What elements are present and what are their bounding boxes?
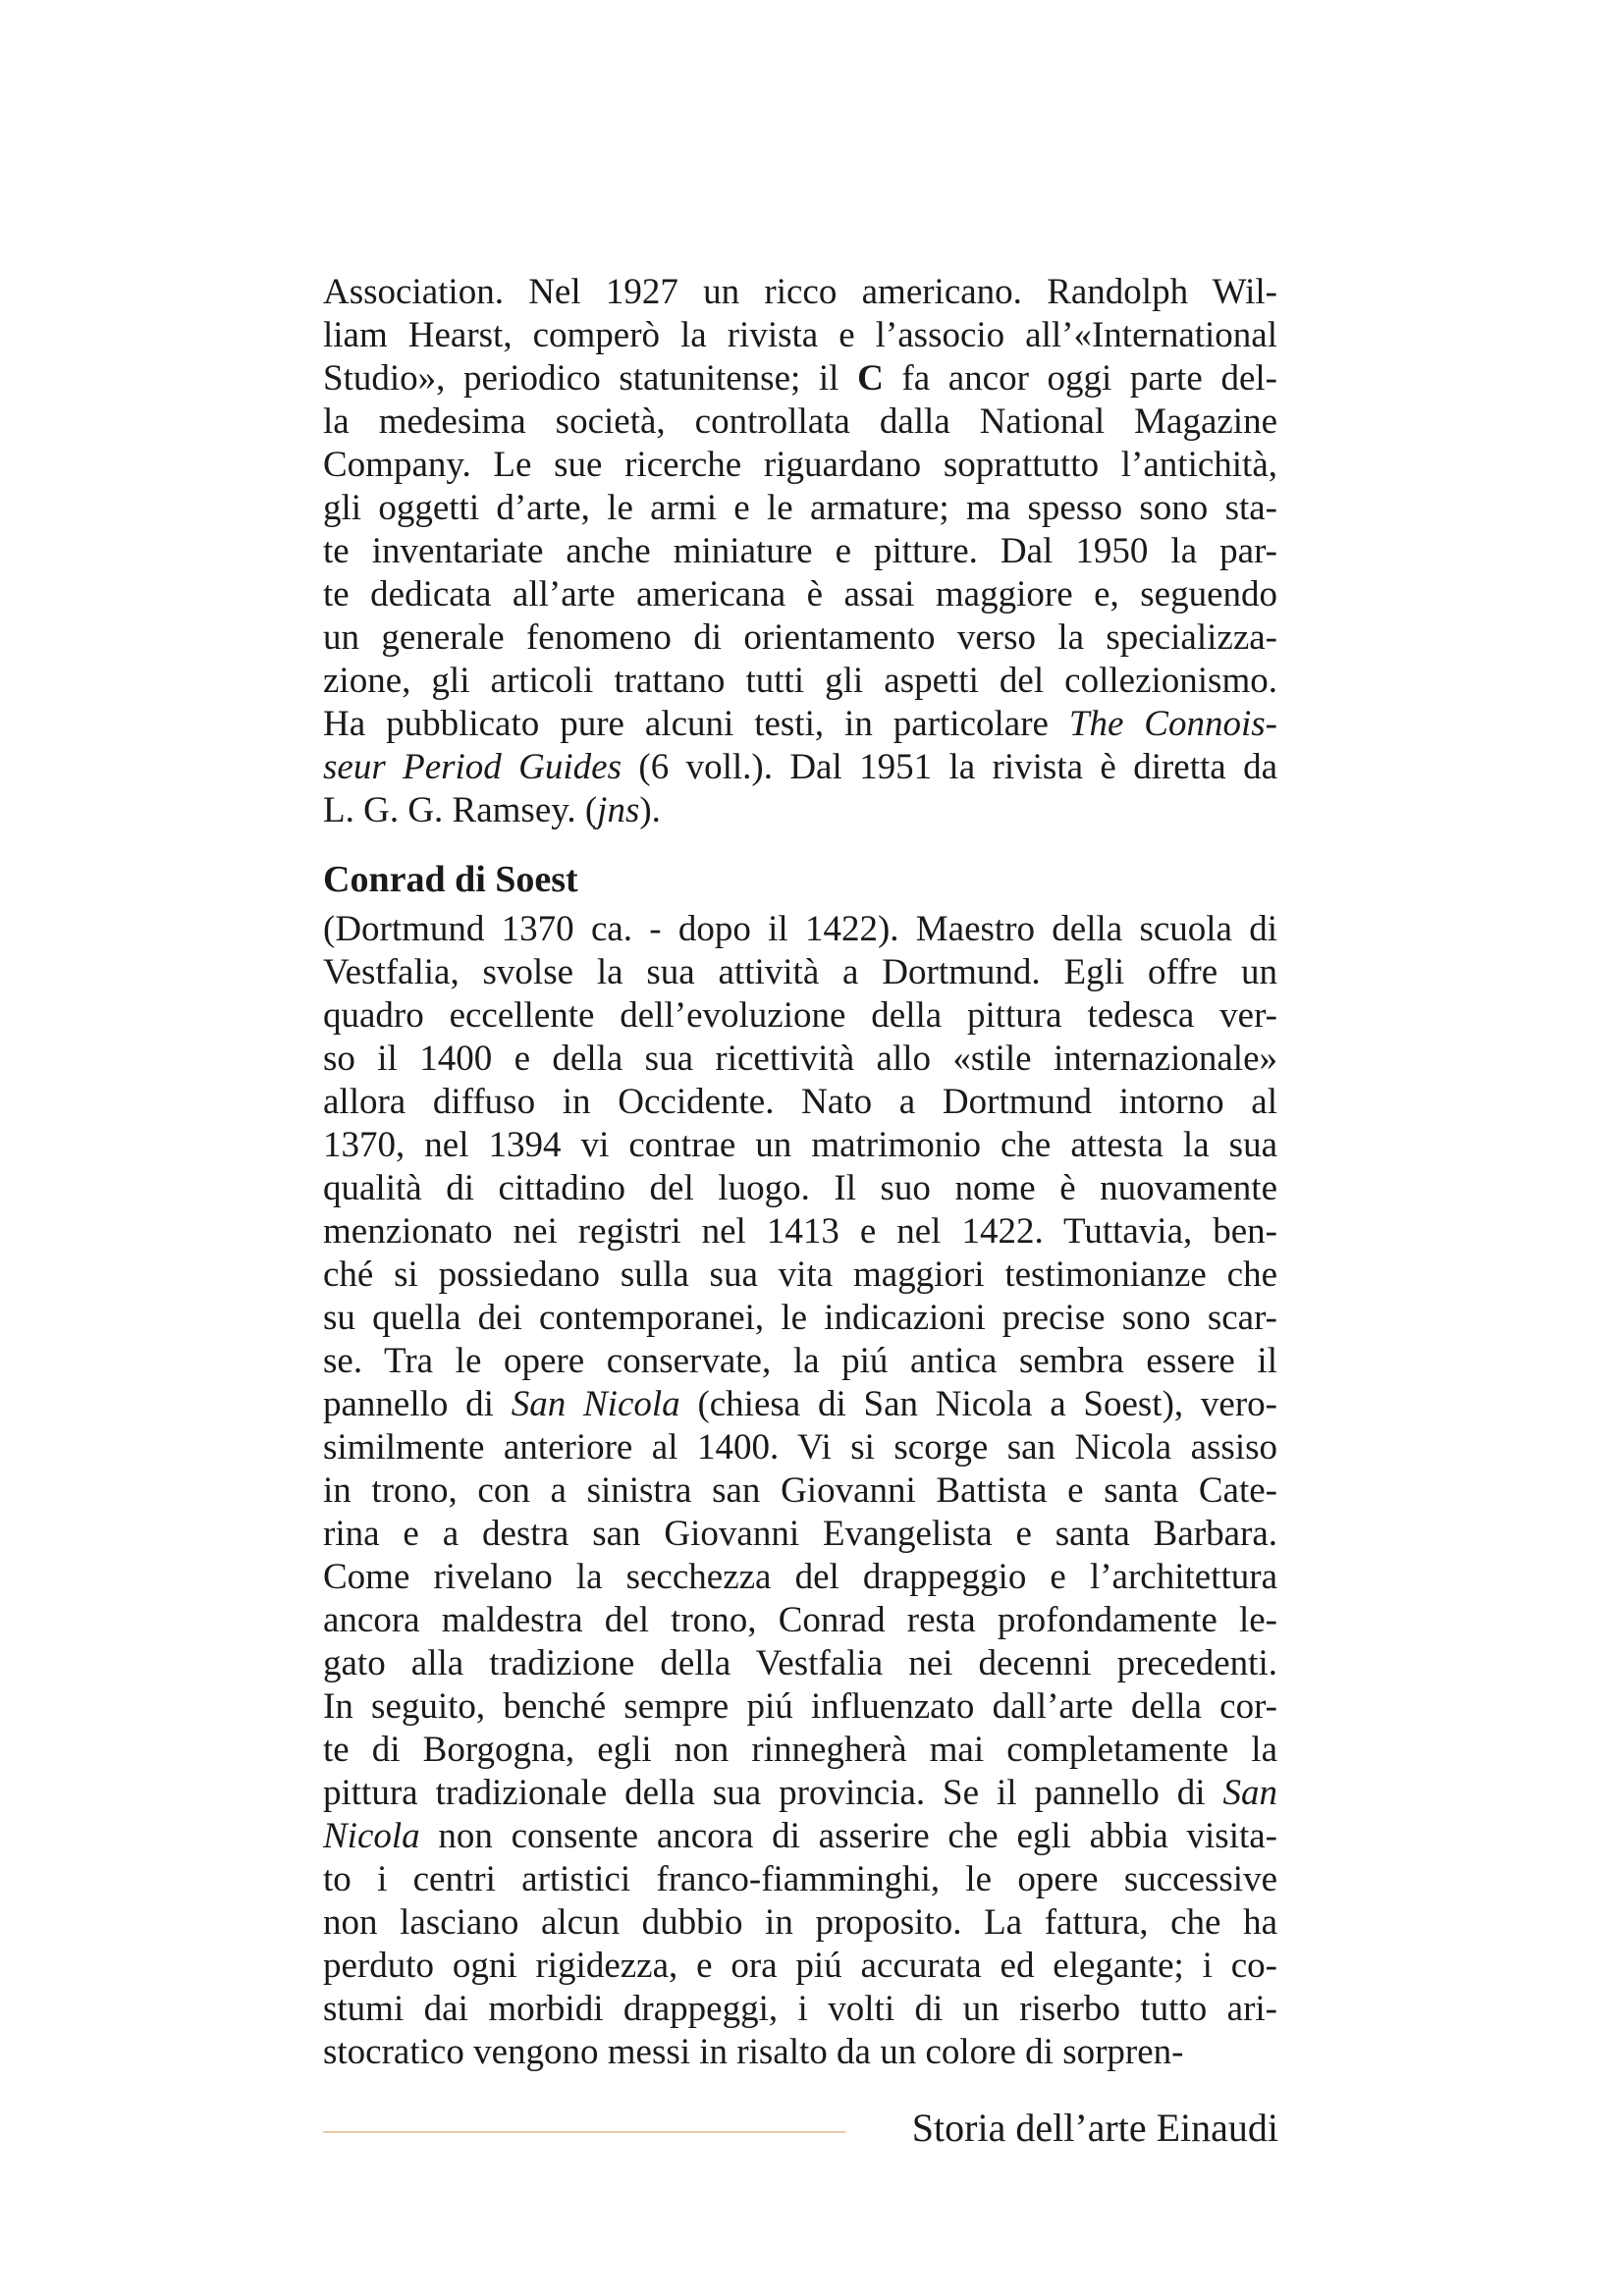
text-run: gato alla tradizione della Vestfalia nei decenni precedenti. — [323, 1643, 1277, 1683]
text-run: Studio», periodico statunitense; il — [323, 358, 858, 399]
text-line — [323, 314, 1277, 357]
text-run: perduto ogni rigidezza, e ora piú accurata ed elegante; i co- — [323, 1946, 1277, 1986]
text-line — [323, 444, 1277, 487]
text-run: (Dortmund 1370 ca. - dopo il 1422). Maestro della scuola di — [323, 909, 1277, 949]
text-line — [323, 1599, 1277, 1642]
text-run: te inventariate anche miniature e pitture. Dal 1950 la par- — [323, 531, 1277, 571]
text-line — [323, 1297, 1277, 1340]
italic-text: seur Period Guides — [323, 747, 622, 787]
text-run: (chiesa di San Nicola a Soest), vero- — [679, 1384, 1277, 1424]
text-run: so il 1400 e della sua ricettività allo «stile internazionale» — [323, 1039, 1277, 1079]
text-line — [323, 660, 1277, 703]
text-run: quadro eccellente dell’evoluzione della pittura tedesca ver- — [323, 995, 1277, 1036]
text-line — [323, 400, 1277, 444]
text-line — [323, 1210, 1277, 1254]
text-run: stumi dai morbidi drappeggi, i volti di un riserbo tutto ari- — [323, 1989, 1277, 2029]
text-line — [323, 746, 1277, 789]
text-run: ché si possiedano sulla sua vita maggiori testimonianze che — [323, 1255, 1277, 1295]
footer-rule — [323, 2131, 845, 2133]
text-line — [323, 357, 1277, 400]
text-line — [323, 1383, 1277, 1426]
text-line — [323, 2031, 1277, 2074]
text-line — [323, 1815, 1277, 1858]
text-line — [323, 1340, 1277, 1383]
footer-title: Storia dell’arte Einaudi — [911, 2106, 1278, 2150]
text-line — [323, 789, 1277, 832]
text-run: Come rivelano la secchezza del drappeggio e l’architettura — [323, 1557, 1277, 1597]
bold-text: C — [857, 358, 884, 399]
text-line — [323, 1513, 1277, 1556]
text-run: Vestfalia, svolse la sua attività a Dortmund. Egli offre un — [323, 952, 1277, 992]
text-run: in trono, con a sinistra san Giovanni Battista e santa Cate- — [323, 1470, 1277, 1511]
italic-text: San — [1222, 1773, 1277, 1813]
text-run: pannello di — [323, 1384, 512, 1424]
text-line — [323, 908, 1277, 951]
text-run: ). — [639, 790, 661, 830]
text-run: Company. Le sue ricerche riguardano soprattutto l’antichità, — [323, 445, 1277, 485]
text-run: liam Hearst, comperò la rivista e l’associo all’«International — [323, 315, 1277, 355]
text-line — [323, 703, 1277, 746]
text-line — [323, 1038, 1277, 1081]
italic-text: Nicola — [323, 1816, 420, 1856]
text-line — [323, 994, 1277, 1038]
text-line — [323, 1642, 1277, 1685]
text-line — [323, 1556, 1277, 1599]
text-run: In seguito, benché sempre piú influenzato dall’arte della cor- — [323, 1686, 1277, 1727]
text-run: (6 voll.). Dal 1951 la rivista è diretta da — [622, 747, 1277, 787]
text-line — [323, 1426, 1277, 1469]
text-run: un generale fenomeno di orientamento verso la specializza- — [323, 617, 1277, 658]
paragraph-conrad-di-soest — [323, 908, 1277, 2074]
text-line — [323, 573, 1277, 616]
text-line — [323, 487, 1277, 530]
text-run: ancora maldestra del trono, Conrad resta profondamente le- — [323, 1600, 1277, 1640]
text-line — [323, 1124, 1277, 1167]
text-line — [323, 1081, 1277, 1124]
text-run: non lasciano alcun dubbio in proposito. La fattura, che ha — [323, 1902, 1277, 1943]
text-run: te dedicata all’arte americana è assai maggiore e, seguendo — [323, 574, 1277, 614]
italic-text: The Connois- — [1068, 704, 1277, 744]
paragraph-connoisseur-continued — [323, 271, 1277, 832]
text-line — [323, 1729, 1277, 1772]
text-line — [323, 1469, 1277, 1513]
text-run: allora diffuso in Occidente. Nato a Dortmund intorno al — [323, 1082, 1277, 1122]
text-run: stocratico vengono messi in risalto da un colore di sorpren- — [323, 2032, 1184, 2072]
text-line — [323, 1988, 1277, 2031]
text-run: Association. Nel 1927 un ricco americano. Randolph Wil- — [323, 272, 1277, 312]
text-line — [323, 530, 1277, 573]
text-run: gli oggetti d’arte, le armi e le armature; ma spesso sono sta- — [323, 488, 1277, 528]
text-line — [323, 1901, 1277, 1945]
text-run: te di Borgogna, egli non rinnegherà mai completamente la — [323, 1730, 1277, 1770]
text-run: menzionato nei registri nel 1413 e nel 1422. Tuttavia, ben- — [323, 1211, 1277, 1252]
text-line — [323, 616, 1277, 660]
text-run: la medesima società, controllata dalla National Magazine — [323, 401, 1277, 442]
italic-text: jns — [597, 790, 640, 830]
text-run: su quella dei contemporanei, le indicazioni precise sono scar- — [323, 1298, 1277, 1338]
text-run: rina e a destra san Giovanni Evangelista e santa Barbara. — [323, 1514, 1277, 1554]
text-run: qualità di cittadino del luogo. Il suo nome è nuovamente — [323, 1168, 1277, 1208]
text-line — [323, 1685, 1277, 1729]
text-line — [323, 1254, 1277, 1297]
text-run: similmente anteriore al 1400. Vi si scorge san Nicola assiso — [323, 1427, 1277, 1468]
italic-text: San Nicola — [511, 1384, 680, 1424]
text-run: Ha pubblicato pure alcuni testi, in particolare — [323, 704, 1069, 744]
text-run: zione, gli articoli trattano tutti gli aspetti del collezionismo. — [323, 661, 1277, 701]
text-run: pittura tradizionale della sua provincia. Se il pannello di — [323, 1773, 1223, 1813]
text-line — [323, 1167, 1277, 1210]
text-line — [323, 1858, 1277, 1901]
text-run: non consente ancora di asserire che egli abbia visita- — [419, 1816, 1277, 1856]
text-line — [323, 1772, 1277, 1815]
text-line — [323, 951, 1277, 994]
text-line — [323, 1945, 1277, 1988]
text-line — [323, 271, 1277, 314]
text-run: L. G. G. Ramsey. ( — [323, 790, 598, 830]
entry-heading: Conrad di Soest — [323, 859, 578, 900]
text-run: fa ancor oggi parte del- — [883, 358, 1277, 399]
text-run: 1370, nel 1394 vi contrae un matrimonio che attesta la sua — [323, 1125, 1277, 1165]
text-run: to i centri artistici franco-fiamminghi, le opere successive — [323, 1859, 1277, 1899]
text-run: se. Tra le opere conservate, la piú antica sembra essere il — [323, 1341, 1277, 1381]
